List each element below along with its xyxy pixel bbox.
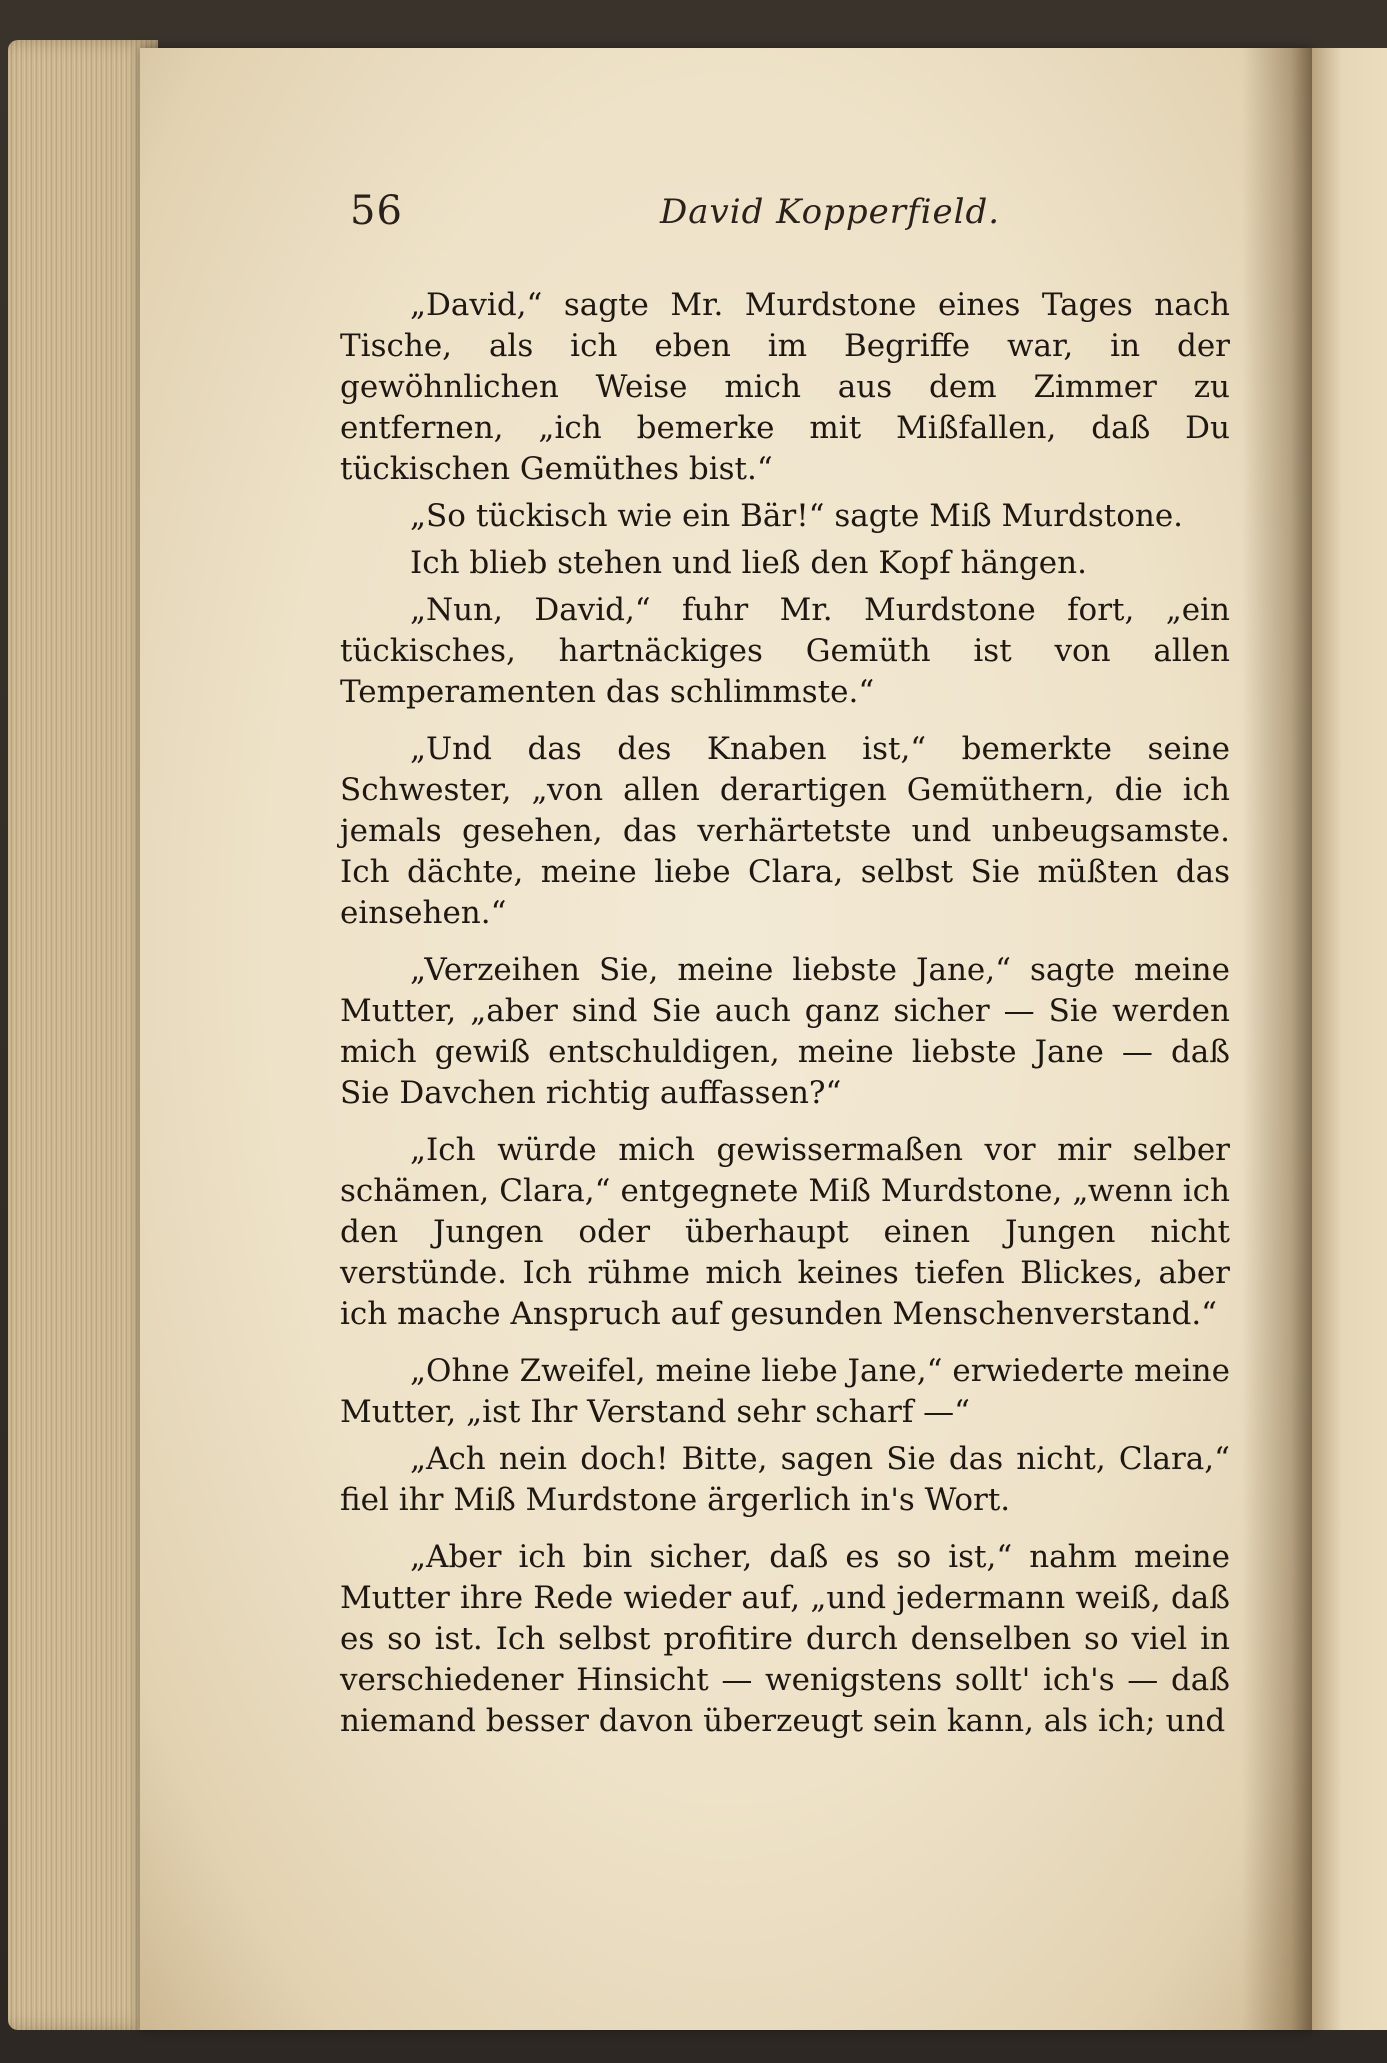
page-edges	[8, 40, 158, 2030]
paragraph: „Ach nein doch! Bitte, sagen Sie das nicht, Clara,“ fiel ihr Miß Murdstone ärgerlich in's Wort.	[340, 1441, 1230, 1518]
paragraph: „Aber ich bin sicher, daß es so ist,“ nahm meine Mutter ihre Rede wieder auf, „und jedermann weiß, daß es so ist. Ich selbst profitire durch denselben so viel in verschiedener Hinsicht — wenigstens sollt' ich's — daß niemand besser davon überzeugt sein kann, als ich; und	[340, 1539, 1230, 1739]
facing-page-edge	[1312, 48, 1387, 2030]
paragraph: „Ich würde mich gewissermaßen vor mir selber schämen, Clara,“ entgegnete Miß Murdstone, „wenn ich den Jungen oder überhaupt einen Jungen nicht verstünde. Ich rühme mich keines tiefen Blickes, aber ich mache Anspruch auf gesunden Menschenverstand.“	[340, 1132, 1230, 1332]
paragraph: „Nun, David,“ fuhr Mr. Murdstone fort, „ein tückisches, hartnäckiges Gemüth ist von allen Temperamenten das schlimmste.“	[340, 592, 1230, 710]
paragraph: „David,“ sagte Mr. Murdstone eines Tages nach Tische, als ich eben im Begriffe war, in der gewöhnlichen Weise mich aus dem Zimmer zu entfernen, „ich bemerke mit Mißfallen, daß Du tückischen Gemüthes bist.“	[340, 287, 1230, 487]
running-title: David Kopperfield.	[660, 192, 1001, 232]
paragraph: „Und das des Knaben ist,“ bemerkte seine Schwester, „von allen derartigen Gemüthern, die ich jemals gesehen, das verhärtetste und unbeugsamste. Ich dächte, meine liebe Clara, selbst Sie müßten das einsehen.“	[340, 731, 1230, 931]
body-text	[340, 285, 1230, 1748]
paragraph: „So tückisch wie ein Bär!“ sagte Miß Murdstone.	[410, 498, 1184, 534]
paragraph: „Verzeihen Sie, meine liebste Jane,“ sagte meine Mutter, „aber sind Sie auch ganz sicher — Sie werden mich gewiß entschuldigen, meine liebste Jane — daß Sie Davchen richtig auffassen?“	[340, 952, 1230, 1111]
page-header	[350, 188, 1230, 238]
paragraph: Ich blieb stehen und ließ den Kopf hängen.	[410, 545, 1087, 581]
spine-shadow	[1242, 48, 1312, 2030]
paragraph: „Ohne Zweifel, meine liebe Jane,“ erwiederte meine Mutter, „ist Ihr Verstand sehr scharf —“	[340, 1353, 1230, 1430]
page-number: 56	[350, 188, 403, 234]
